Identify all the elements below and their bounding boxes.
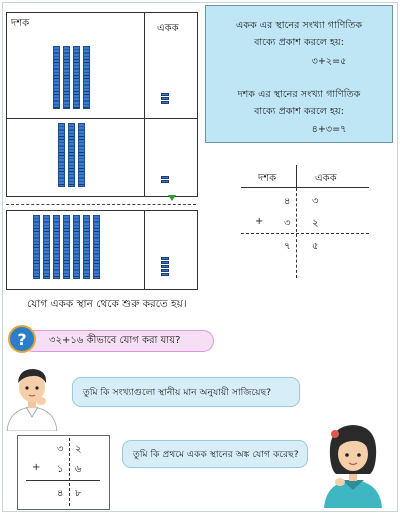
info-equation: ৩+২=৫: [311, 56, 347, 67]
sum-r2-tens: ১: [57, 464, 64, 475]
bubble-boy-text: তুমি কি সংখ্যাগুলো স্থানীয় মান অনুযায়ী সাজিয়েছ?: [83, 386, 272, 398]
tens-rod: [43, 215, 50, 279]
ones-unit: [161, 180, 169, 183]
question-text: ৩২+১৬ কীভাবে যোগ করা যায়?: [49, 334, 181, 346]
info-line: দশক এর স্থানের সংখ্যা গাণিতিক: [237, 89, 361, 100]
down-arrow-icon: [168, 195, 176, 201]
board-column-divider: [144, 13, 145, 196]
speech-bubble-boy: [72, 377, 300, 407]
sum-tens: ৭: [284, 241, 291, 252]
ones-unit: [161, 93, 169, 96]
plus-sign: +: [255, 216, 264, 227]
info-line: একক এর স্থানের সংখ্যা গাণিতিক: [235, 20, 363, 31]
tens-rod: [93, 215, 100, 279]
info-line: বাক্যে প্রকাশ করলে হয়:: [254, 106, 344, 117]
sum-res-ones: ৮: [75, 488, 82, 499]
tens-rod: [33, 215, 40, 279]
rule-note: যোগ একক স্থান থেকে শুরু করতে হয়।: [27, 298, 187, 310]
girl-illustration-icon: [318, 420, 388, 508]
sum-r1-tens: ৩: [57, 444, 64, 455]
tens-rod: [58, 123, 65, 187]
tens-rod: [68, 123, 75, 187]
tens-rod: [53, 46, 60, 109]
row1-tens: ৪: [284, 196, 291, 207]
ones-unit: [161, 269, 169, 272]
ones-unit: [161, 101, 169, 104]
speech-bubble-girl: [122, 440, 308, 468]
info-equation: ৪+৩=৭: [311, 124, 347, 135]
question-icon: [8, 325, 36, 353]
sum-plus: +: [32, 462, 41, 473]
tens-rod: [53, 215, 60, 279]
row2-tens: ৩: [284, 218, 291, 229]
dashed-separator: [6, 204, 196, 205]
ones-unit: [161, 97, 169, 100]
tens-rod: [73, 215, 80, 279]
place-value-board-result: [6, 210, 198, 290]
tens-rod: [83, 46, 90, 109]
ones-unit: [161, 261, 169, 264]
ones-unit: [161, 265, 169, 268]
tens-rod: [83, 215, 90, 279]
ones-header: একক: [157, 23, 179, 34]
sum-box: [17, 435, 110, 510]
table-ones-header: একক: [315, 173, 337, 184]
question-bar: [22, 330, 214, 352]
board-row-divider: [7, 118, 197, 119]
tens-rod: [73, 46, 80, 109]
table-tens-header: দশক: [258, 173, 277, 184]
ones-unit: [161, 176, 169, 179]
ones-unit: [161, 273, 169, 276]
board-column-divider: [144, 211, 145, 289]
tens-rod: [63, 46, 70, 109]
place-value-board-top: [6, 12, 198, 197]
table-header-divider: [296, 165, 297, 187]
sum-res-tens: ৪: [57, 488, 64, 499]
boy-illustration-icon: [3, 363, 61, 431]
sum-line: [241, 233, 369, 234]
sum-box-line: [26, 480, 100, 481]
tens-header: দশক: [11, 18, 30, 29]
sum-box-divider: [69, 438, 70, 506]
explanation-box: [205, 5, 393, 143]
row1-ones: ৩: [312, 196, 319, 207]
question-icon-glyph: ?: [17, 329, 27, 349]
row2-ones: ২: [312, 218, 319, 229]
tens-rod: [78, 123, 85, 187]
info-line: বাক্যে প্রকাশ করলে হয়:: [254, 37, 344, 48]
sum-r2-ones: ৬: [75, 464, 82, 475]
sum-ones: ৫: [312, 241, 319, 252]
sum-r1-ones: ২: [75, 444, 82, 455]
ones-unit: [161, 257, 169, 260]
tens-rod: [63, 215, 70, 279]
bubble-girl-text: তুমি কি প্রথমে একক স্থানের অঙ্ক যোগ করেছ?: [133, 448, 299, 460]
